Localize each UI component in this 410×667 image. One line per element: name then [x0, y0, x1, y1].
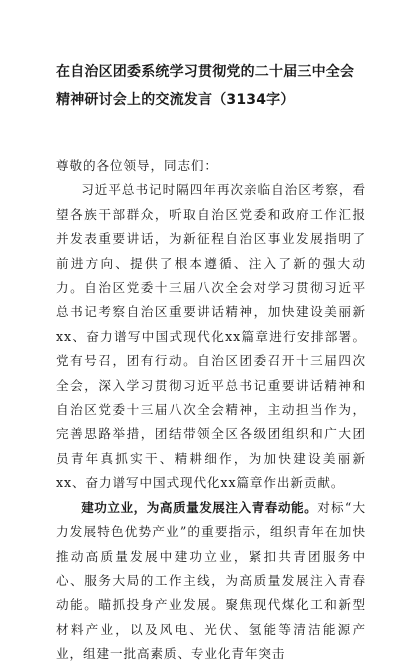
greeting: 尊敬的各位领导，同志们：	[56, 158, 218, 173]
paragraph-text: 习近平总书记时隔四年再次亲临自治区考察，看望各族干部群众，听取自治区党委和政府工作汇报并发表重要讲话，为新征程自治区事业发展指明了前进方向、提供了根本遵循、注入了新的强大动力。自治区党委十三届八次全会对学习贯彻习近平总书记考察自治区重要讲话精神，加快建设美丽新xx、奋力谱写中国式现代化xx篇章进行安排部署。党有号召，团有行动。自治区团委召开十三届四次全会，深入学习贯彻习近平总书记重要讲话精神和自治区党委十三届八次全会精神，主动担当作为，完善思路举措，团结带领全区各级团组织和广大团员青年真抓实干、精耕细作，为加快建设美丽新xx、奋力谱写中国式现代化xx篇章作出新贡献。	[56, 182, 366, 491]
body-paragraph-1	[56, 178, 366, 495]
paragraph-text: 对标“大力发展特色优势产业”的重要指示，组织青年在加快推动高质量发展中建功立业，紧扣共青团服务中心、服务大局的工作主线，为高质量发展注入青春动能。瞄抓投身产业发展。聚焦现代煤化工和新型材料产业，以及风电、光伏、氢能等清洁能源产业，组建一批高素质、专业化青年突击	[56, 499, 366, 662]
document-title: 在自治区团委系统学习贯彻党的二十届三中全会精神研讨会上的交流发言（3134字）	[56, 64, 355, 108]
body-paragraph-2	[56, 496, 366, 667]
document-page	[56, 58, 366, 667]
paragraph-lead: 建功立业，为高质量发展注入青春动能。	[81, 499, 318, 515]
